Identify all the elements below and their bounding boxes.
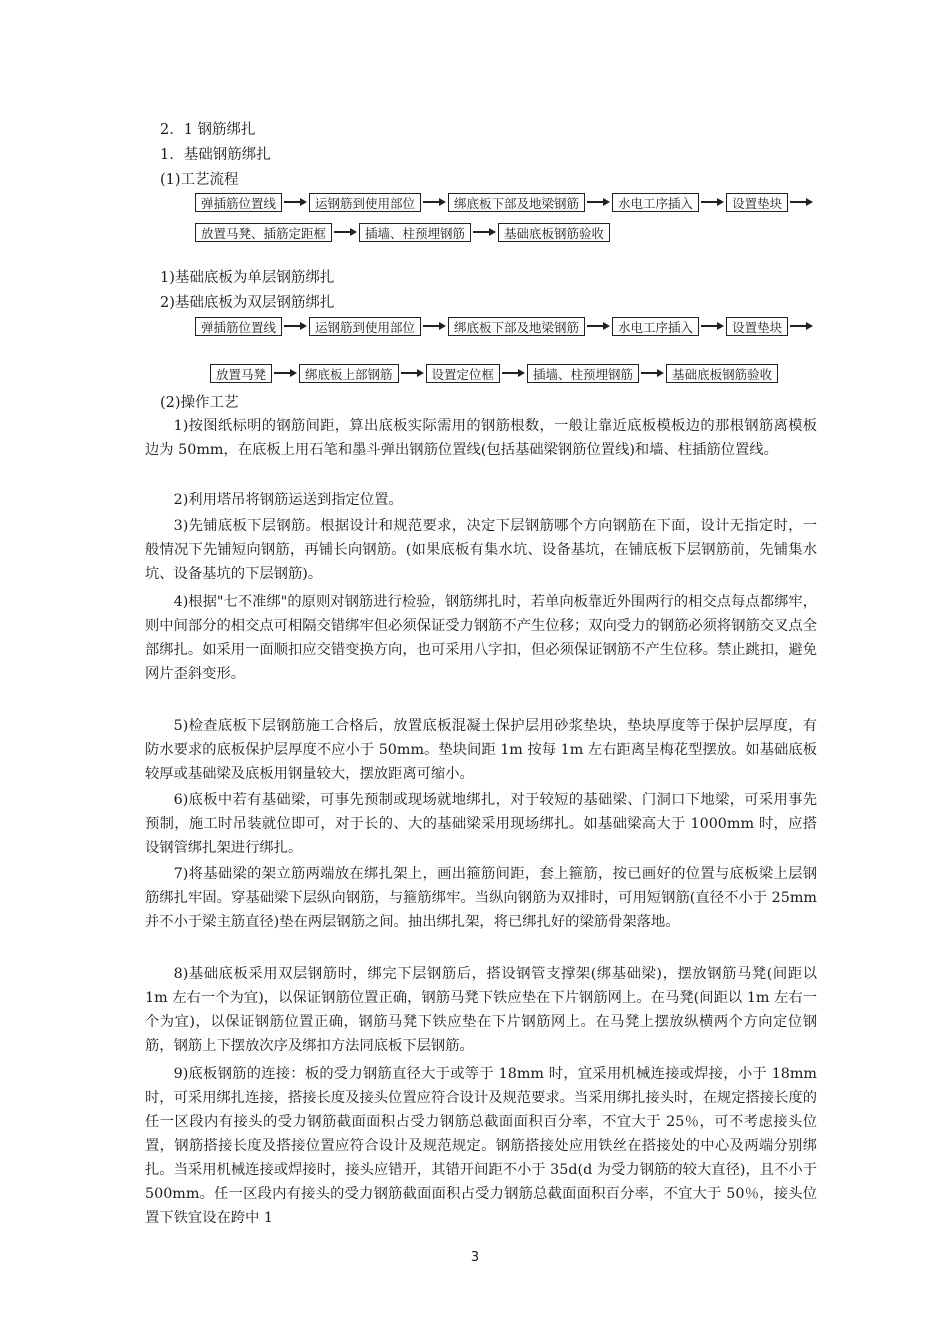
arrow-right-icon: [701, 322, 724, 330]
subsection-title: 1．基础钢筋绑扎: [160, 147, 271, 163]
flow-step: 插墙、柱预埋钢筋: [359, 223, 471, 242]
case1-heading: 1)基础底板为单层钢筋绑扎: [160, 270, 335, 286]
section-title: 2．1 钢筋绑扎: [160, 122, 256, 138]
paragraph: 7)将基础梁的架立筋两端放在绑扎架上，画出箍筋间距，套上箍筋，按已画好的位置与底板梁上层钢筋绑扎牢固。穿基础梁下层纵向钢筋，与箍筋绑牢。当纵向钢筋为双排时，可用短钢筋(直径不小于 25mm 并不小于梁主筋直径)垫在两层钢筋之间。抽出绑扎架，将已绑扎好的梁筋骨架落地。: [145, 866, 817, 930]
arrow-right-icon: [334, 228, 357, 236]
arrow-right-icon: [284, 198, 307, 206]
arrow-right-icon: [401, 369, 424, 377]
flow-step: 放置马凳: [210, 364, 272, 383]
arrow-right-icon: [790, 322, 813, 330]
flow2-row2: [210, 360, 778, 386]
flow1-row2: [195, 219, 610, 245]
flow-step: 弹插筋位置线: [195, 317, 282, 336]
flow-step: 放置马凳、插筋定距框: [195, 223, 332, 242]
operation-heading: (2)操作工艺: [160, 395, 239, 411]
arrow-right-icon: [284, 322, 307, 330]
flow-step: 绑底板上部钢筋: [299, 364, 399, 383]
flow-step: 基础底板钢筋验收: [666, 364, 778, 383]
paragraph: 9)底板钢筋的连接：板的受力钢筋直径大于或等于 18mm 时，宜采用机械连接或焊接，小于 18mm 时，可采用绑扎连接，搭接长度及接头位置应符合设计及规范要求。当采用绑扎接头时，在规定搭接长度的任一区段内有接头的受力钢筋截面面积占受力钢筋总截面面积百分率，不宜大于 25％，可不考虑接头位置，钢筋搭接长度及搭接位置应符合设计及规范规定。钢筋搭接处应用铁丝在搭接处的中心及两端分别绑扎。当采用机械连接或焊接时，接头应错开，其错开间距不小于 35d(d 为受力钢筋的较大直径)，且不小于 500mm。任一区段内有接头的受力钢筋截面面积占受力钢筋总截面面积百分率，不宜大于 50％，接头位置下铁宜设在跨中 1: [145, 1066, 817, 1226]
arrow-right-icon: [587, 322, 610, 330]
paragraph: 4)根据"七不准绑"的原则对钢筋进行检验，钢筋绑扎时，若单向板靠近外围两行的相交点每点都绑牢，则中间部分的相交点可相隔交错绑牢但必须保证受力钢筋不产生位移；双向受力的钢筋必须将钢筋交叉点全部绑扎。如采用一面顺扣应交错变换方向，也可采用八字扣，但必须保证钢筋不产生位移。禁止跳扣，避免网片歪斜变形。: [145, 594, 817, 682]
paragraph: 6)底板中若有基础梁，可事先预制或现场就地绑扎，对于较短的基础梁、门洞口下地梁，可采用事先预制，施工时吊装就位即可，对于长的、大的基础梁采用现场绑扎。如基础梁高大于 1000mm 时，应搭设钢管绑扎架进行绑扎。: [145, 792, 817, 856]
paragraph: 1)按图纸标明的钢筋间距，算出底板实际需用的钢筋根数，一般让靠近底板模板边的那根钢筋离模板边为 50mm，在底板上用石笔和墨斗弹出钢筋位置线(包括基础梁钢筋位置线)和墙、柱插筋位置线。: [145, 418, 817, 458]
flow-step: 水电工序插入: [612, 193, 699, 212]
process-heading: (1)工艺流程: [160, 172, 239, 188]
arrow-right-icon: [423, 322, 446, 330]
flow-step: 设置垫块: [726, 193, 788, 212]
arrow-right-icon: [502, 369, 525, 377]
flow-step: 弹插筋位置线: [195, 193, 282, 212]
flow1-row1: [195, 189, 815, 215]
flow-step: 绑底板下部及地梁钢筋: [448, 317, 585, 336]
paragraph: 2)利用塔吊将钢筋运送到指定位置。: [173, 492, 403, 508]
arrow-right-icon: [701, 198, 724, 206]
page-number: 3: [470, 1250, 480, 1265]
flow-step: 绑底板下部及地梁钢筋: [448, 193, 585, 212]
flow2-row1: [195, 313, 815, 339]
paragraph: 5)检查底板下层钢筋施工合格后，放置底板混凝土保护层用砂浆垫块，垫块厚度等于保护层厚度，有防水要求的底板保护层厚度不应小于 50mm。垫块间距 1m 按每 1m 左右距离呈梅花型摆放。如基础底板较厚或基础梁及底板用钢量较大，摆放距离可缩小。: [145, 718, 817, 782]
flow-step: 设置垫块: [726, 317, 788, 336]
arrow-right-icon: [587, 198, 610, 206]
flow-step: 运钢筋到使用部位: [309, 317, 421, 336]
flow-step: 水电工序插入: [612, 317, 699, 336]
flow-step: 插墙、柱预埋钢筋: [527, 364, 639, 383]
arrow-right-icon: [790, 198, 813, 206]
flow-step: 设置定位框: [426, 364, 501, 383]
arrow-right-icon: [274, 369, 297, 377]
paragraph: 3)先铺底板下层钢筋。根据设计和规范要求，决定下层钢筋哪个方向钢筋在下面，设计无指定时，一般情况下先铺短向钢筋，再铺长向钢筋。(如果底板有集水坑、设备基坑，在铺底板下层钢筋前，先铺集水坑、设备基坑的下层钢筋)。: [145, 518, 817, 582]
paragraph: 8)基础底板采用双层钢筋时，绑完下层钢筋后，搭设钢管支撑架(绑基础梁)，摆放钢筋马凳(间距以 1m 左右一个为宜)，以保证钢筋位置正确，钢筋马凳下铁应垫在下片钢筋网上。在马凳(间距以 1m 左右一个为宜)，以保证钢筋位置正确，钢筋马凳下铁应垫在下片钢筋网上。在马凳上摆放纵横两个方向定位钢筋，钢筋上下摆放次序及绑扣方法同底板下层钢筋。: [145, 966, 817, 1054]
arrow-right-icon: [423, 198, 446, 206]
flow-step: 基础底板钢筋验收: [498, 223, 610, 242]
arrow-right-icon: [473, 228, 496, 236]
flow-step: 运钢筋到使用部位: [309, 193, 421, 212]
arrow-right-icon: [641, 369, 664, 377]
case2-heading: 2)基础底板为双层钢筋绑扎: [160, 295, 335, 311]
